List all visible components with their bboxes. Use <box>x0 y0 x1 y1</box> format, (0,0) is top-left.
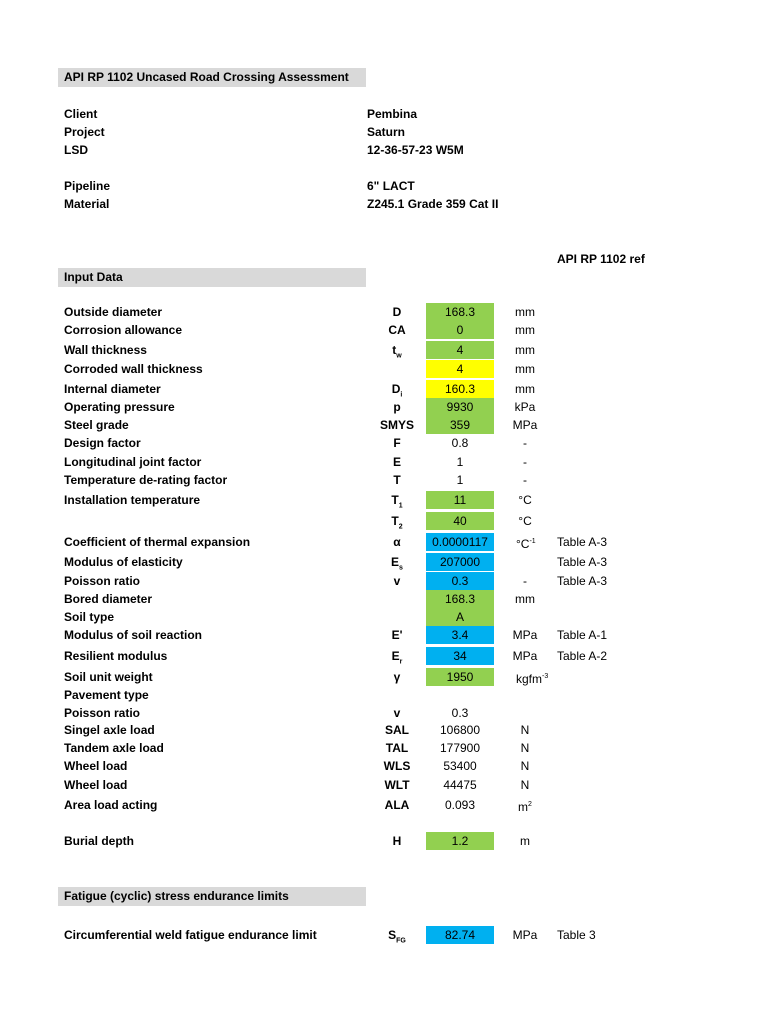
row-value-cell: 1 <box>456 473 464 487</box>
row-symbol: SMYS <box>379 418 414 432</box>
row-unit: - <box>523 473 527 487</box>
row-label: Pavement type <box>64 688 149 702</box>
row-unit: mm <box>515 323 535 337</box>
row-symbol: $E_s$ <box>391 555 403 572</box>
info-value: 12-36-57-23 W5M <box>367 143 464 157</box>
unit-superscript: -3 <box>542 673 549 680</box>
row-label: Coefficient of thermal expansion <box>64 535 251 549</box>
row-reference: Table A-3 <box>557 574 608 588</box>
row-value-cell: 4 <box>426 360 494 378</box>
row-symbol: SAL <box>385 723 409 737</box>
row-symbol: E <box>392 455 401 469</box>
row-label: Temperature de-rating factor <box>64 473 228 487</box>
row-label: Soil type <box>64 610 115 624</box>
page-title: API RP 1102 Uncased Road Crossing Assessment <box>64 70 349 84</box>
row-unit: N <box>520 759 530 773</box>
symbol-subscript: r <box>399 658 403 666</box>
row-symbol: F <box>393 436 401 450</box>
row-symbol: T <box>393 473 401 487</box>
row-value-cell: 168.3 <box>426 303 494 321</box>
row-unit: MPa <box>512 649 538 663</box>
ref-column-header: API RP 1102 ref <box>557 252 645 266</box>
row-value-cell: 0 <box>426 321 494 339</box>
input-data-header: Input Data <box>64 270 123 284</box>
row-unit: $m^2$ <box>518 800 532 814</box>
row-label: Burial depth <box>64 834 135 848</box>
row-symbol: $E_r$ <box>391 649 403 666</box>
row-unit: °C <box>518 514 532 528</box>
row-reference: Table A-1 <box>557 628 608 642</box>
row-symbol: p <box>393 400 401 414</box>
row-symbol: α <box>393 535 401 549</box>
row-symbol: WLS <box>383 759 411 773</box>
row-unit: mm <box>515 305 535 319</box>
row-value-cell: 0.093 <box>444 798 476 812</box>
row-symbol: E' <box>391 628 403 642</box>
symbol-subscript: s <box>399 564 403 572</box>
row-unit: mm <box>515 343 535 357</box>
row-value-cell: 1950 <box>426 668 494 686</box>
row-unit: MPa <box>512 928 538 942</box>
row-unit: mm <box>515 382 535 396</box>
row-symbol: $D_i$ <box>391 382 403 399</box>
row-symbol: γ <box>393 670 401 684</box>
row-value-cell: 0.0000117 <box>426 533 494 551</box>
row-symbol: $t_w$ <box>392 343 402 360</box>
row-label: Poisson ratio <box>64 574 141 588</box>
row-value-cell: 82.74 <box>426 926 494 944</box>
info-label: Client <box>64 107 98 121</box>
row-unit: kPa <box>514 400 536 414</box>
info-value: 6" LACT <box>367 179 415 193</box>
row-unit: - <box>523 574 527 588</box>
symbol-subscript: i <box>400 391 403 399</box>
row-label: Area load acting <box>64 798 158 812</box>
row-value-cell: 9930 <box>426 398 494 416</box>
info-value: Pembina <box>367 107 418 121</box>
row-unit: $^\circ C^{-1}$ <box>516 537 536 551</box>
row-value-cell: 53400 <box>443 759 477 773</box>
row-value-cell: 11 <box>426 491 494 509</box>
row-value-cell: 40 <box>426 512 494 530</box>
row-symbol: TAL <box>385 741 409 755</box>
row-symbol: v <box>393 706 401 720</box>
row-reference: Table A-2 <box>557 649 608 663</box>
row-value-cell: 0.3 <box>426 572 494 590</box>
row-label: Soil unit weight <box>64 670 153 684</box>
row-unit: - <box>523 455 527 469</box>
info-value: Saturn <box>367 125 406 139</box>
row-value-cell: 1 <box>456 455 464 469</box>
row-label: Wheel load <box>64 759 128 773</box>
row-label: Wheel load <box>64 778 128 792</box>
row-symbol: $S_{FG}$ <box>388 928 406 945</box>
row-unit: MPa <box>512 418 538 432</box>
info-value: Z245.1 Grade 359 Cat II <box>367 197 499 211</box>
row-value-cell: 177900 <box>439 741 481 755</box>
row-symbol: H <box>392 834 402 848</box>
row-label: Outside diameter <box>64 305 163 319</box>
unit-superscript: -1 <box>529 538 536 545</box>
row-label: Longitudinal joint factor <box>64 455 202 469</box>
row-value-cell: 168.3 <box>426 590 494 608</box>
row-value-cell: 1.2 <box>426 832 494 850</box>
row-label: Resilient modulus <box>64 649 168 663</box>
row-symbol: ALA <box>384 798 410 812</box>
info-label: Pipeline <box>64 179 111 193</box>
row-value-cell: 0.3 <box>451 706 469 720</box>
row-label: Bored diameter <box>64 592 153 606</box>
row-reference: Table A-3 <box>557 535 608 549</box>
row-unit: m <box>520 834 530 848</box>
row-unit: °C <box>518 493 532 507</box>
row-label: Circumferential weld fatigue endurance limit <box>64 928 317 942</box>
row-unit: kgfm$^{-3}$ <box>516 672 549 686</box>
row-unit: N <box>520 778 530 792</box>
row-symbol: v <box>393 574 401 588</box>
row-unit: mm <box>515 362 535 376</box>
row-symbol: WLT <box>384 778 410 792</box>
row-reference: Table 3 <box>557 928 596 942</box>
unit-superscript: 2 <box>528 801 532 808</box>
row-label: Poisson ratio <box>64 706 141 720</box>
row-value-cell: 359 <box>426 416 494 434</box>
info-label: LSD <box>64 143 88 157</box>
row-reference: Table A-3 <box>557 555 608 569</box>
row-unit: mm <box>515 592 535 606</box>
row-label: Tandem axle load <box>64 741 164 755</box>
symbol-subscript: w <box>396 352 402 360</box>
row-symbol: D <box>392 305 402 319</box>
symbol-subscript: FG <box>396 937 406 945</box>
row-value-cell: 3.4 <box>426 626 494 644</box>
row-symbol: $T_1$ <box>391 493 403 510</box>
info-label: Material <box>64 197 110 211</box>
row-unit: - <box>523 436 527 450</box>
row-value-cell: 34 <box>426 647 494 665</box>
symbol-subscript: 1 <box>398 502 403 510</box>
symbol-subscript: 2 <box>398 523 403 531</box>
fatigue-header: Fatigue (cyclic) stress endurance limits <box>64 889 289 903</box>
row-value-cell: A <box>426 608 494 626</box>
row-label: Design factor <box>64 436 141 450</box>
row-symbol: CA <box>388 323 406 337</box>
row-unit: N <box>520 741 530 755</box>
row-symbol: $T_2$ <box>391 514 403 531</box>
row-label: Installation temperature <box>64 493 201 507</box>
row-value-cell: 160.3 <box>426 380 494 398</box>
row-unit: N <box>520 723 530 737</box>
row-value-cell: 207000 <box>426 553 494 571</box>
row-label: Steel grade <box>64 418 129 432</box>
row-label: Modulus of elasticity <box>64 555 183 569</box>
row-label: Modulus of soil reaction <box>64 628 203 642</box>
row-value-cell: 0.8 <box>451 436 469 450</box>
row-unit: MPa <box>512 628 538 642</box>
row-label: Corroded wall thickness <box>64 362 203 376</box>
row-label: Singel axle load <box>64 723 155 737</box>
row-label: Corrosion allowance <box>64 323 183 337</box>
row-label: Operating pressure <box>64 400 175 414</box>
row-label: Internal diameter <box>64 382 161 396</box>
row-value-cell: 4 <box>426 341 494 359</box>
row-label: Wall thickness <box>64 343 147 357</box>
info-label: Project <box>64 125 105 139</box>
row-value-cell: 44475 <box>443 778 477 792</box>
row-value-cell: 106800 <box>439 723 481 737</box>
